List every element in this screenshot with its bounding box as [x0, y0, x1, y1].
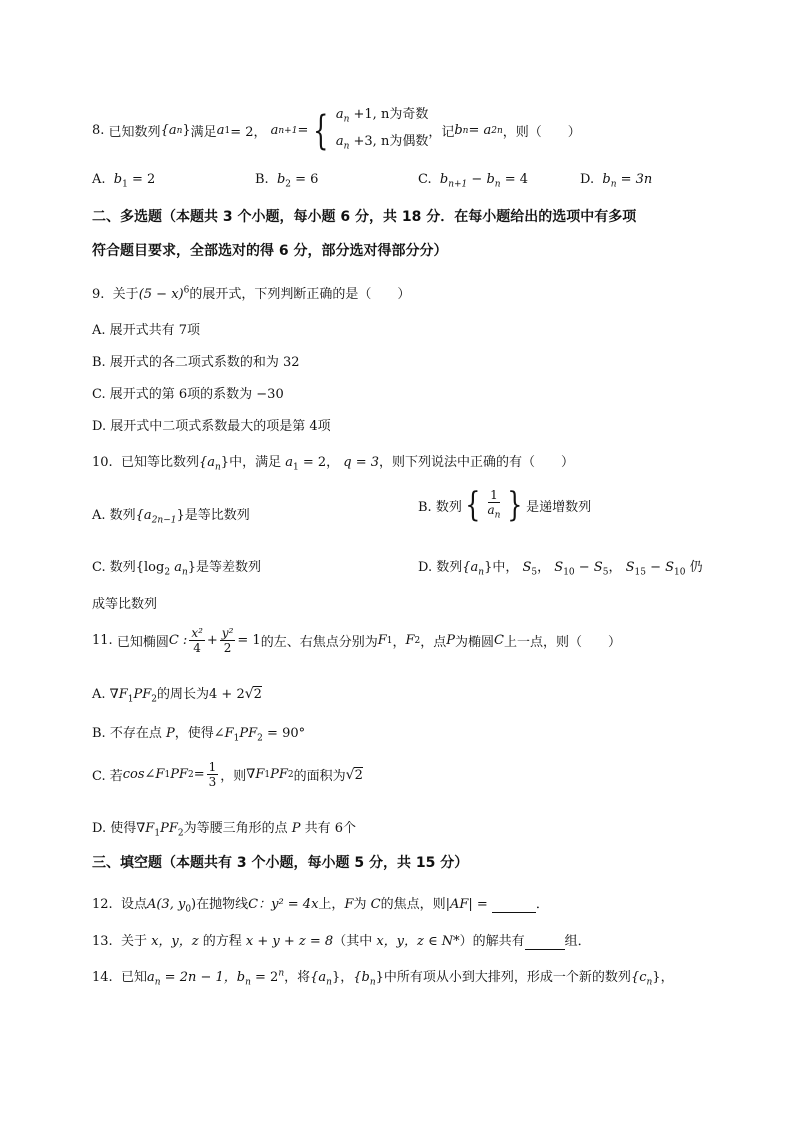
q11-option-c: C. 若 cos∠F 1 PF 2 = $\frac{1}{3}$ ，则 ∇F 1 PF 2 的面积为 √ 2 — [92, 760, 363, 789]
q12-stem: 12. 设点A(3, $y_0$)在抛物线C：y² = 4x上，F为 C的焦点，则|AF| = ． — [92, 897, 549, 915]
q12-answer-blank[interactable] — [492, 897, 536, 913]
q13-stem: 13. 关于 x，y，z 的方程 x + y + z = 8（其中 x，y，z ∈ N*）的解共有 组． — [92, 934, 591, 949]
q8-option-a: A. $b_1 = 2$ — [92, 172, 156, 190]
q9-option-a: A. 展开式共有 7项 — [92, 323, 201, 338]
q10-option-d-continued: 成等比数列 — [92, 597, 158, 612]
q8-stem: 8. 已知数列 {a n } 满足 a 1 = 2， a n+1 = { $a_n +1$, n为奇数 $a_n +3$, n为偶数 ，记 b n = a 2n ，则（ ） — [92, 104, 581, 157]
q10-stem: 10. 已知等比数列$\{a_n\}$中，满足 $a_1 = 2$， q = 3，则下列说法中正确的有（ ） — [92, 455, 575, 473]
section3-heading: 三、填空题（本题共有 3 个小题，每小题 5 分，共 15 分） — [92, 855, 469, 871]
q9-option-c: C. 展开式的第 6项的系数为 −30 — [92, 387, 284, 402]
q10-option-a: A. 数列$\{a_{2n-1}\}$是等比数列 — [92, 508, 250, 526]
q10b-left-brace: { — [465, 485, 481, 526]
q11c-fraction: $\frac{1}{3}$ — [208, 760, 217, 789]
q11-option-b: B. 不存在点 P，使得$\angle F_1PF_2 = 90^\circ$ — [92, 726, 306, 744]
q11-y-fraction: $\frac{\text{y²}}{2}$ — [221, 626, 234, 655]
q13-number: 13. — [92, 934, 113, 949]
q11-stem: 11. 已知椭圆 C : $\frac{\text{x²}}{4}$ + $\frac{\text{y²}}{2}$ = 1 的左、右焦点分别为 F 1 ， F 2 ，点 P 为椭圆 C 上一点，则（ ） — [92, 626, 621, 655]
q11-x-fraction: $\frac{\text{x²}}{4}$ — [191, 626, 203, 655]
q10-option-c: C. 数列{$\log_2$ $a_n$}是等差数列 — [92, 560, 262, 578]
sqrt-icon: √ — [345, 766, 355, 783]
sqrt-icon: √ — [244, 686, 254, 702]
q8-cases: $a_n +1$, n为奇数 $a_n +3$, n为偶数 — [335, 107, 429, 152]
q8-number: 8. — [92, 123, 105, 139]
q9-stem: 9. 关于$(5 - x)^6$的展开式，下列判断正确的是（ ） — [92, 285, 411, 302]
q8-option-d: D. $b_n = 3n$ — [580, 172, 653, 190]
q11-option-d: D. 使得$\nabla F_1PF_2$为等腰三角形的点 P 共有 6个 — [92, 821, 357, 839]
q9-number: 9. — [92, 287, 105, 302]
q8-option-b: B. $b_2 = 6$ — [255, 172, 319, 190]
section2-heading-line2: 符合题目要求，全部选对的得 6 分，部分选对得部分分） — [92, 243, 448, 259]
q9-option-b: B. 展开式的各二项式系数的和为 32 — [92, 355, 300, 370]
q10-option-d: D. 数列$\{a_n\}$中， $S_5$， $S_{10} - S_5$， $S_{15} - S_{10}$ 仍 — [418, 560, 703, 578]
section2-heading-line1: 二、多选题（本题共 3 个小题，每小题 6 分，共 18 分．在每小题给出的选项中有多项 — [92, 209, 637, 225]
q8-option-c: C. $b_{n+1} - b_n = 4$ — [418, 172, 529, 190]
q10b-fraction: $\frac{1}{a_n}$ — [487, 488, 501, 521]
q13-answer-blank[interactable] — [525, 934, 565, 950]
q9-option-d: D. 展开式中二项式系数最大的项是第 4项 — [92, 419, 331, 434]
q14-number: 14. — [92, 970, 113, 985]
q12-number: 12. — [92, 897, 113, 912]
q14-stem: 14. 已知$a_n = 2n - 1$，$b_n = 2^n$，将$\{a_n\}$，$\{b_n\}$中所有项从小到大排列，形成一个新的数列$\{c_n\}$， — [92, 968, 674, 988]
q8-cases-brace: { — [313, 107, 329, 154]
q10b-right-brace: } — [507, 485, 523, 526]
q10-number: 10. — [92, 455, 113, 470]
q11-option-a: A. $\nabla F_1PF_2$的周长为4 + 2√2 — [92, 686, 262, 705]
q11-number: 11. — [92, 633, 113, 648]
q10-option-b: B. 数列 { $\frac{1}{a_n}$ } 是递增数列 — [418, 485, 592, 526]
